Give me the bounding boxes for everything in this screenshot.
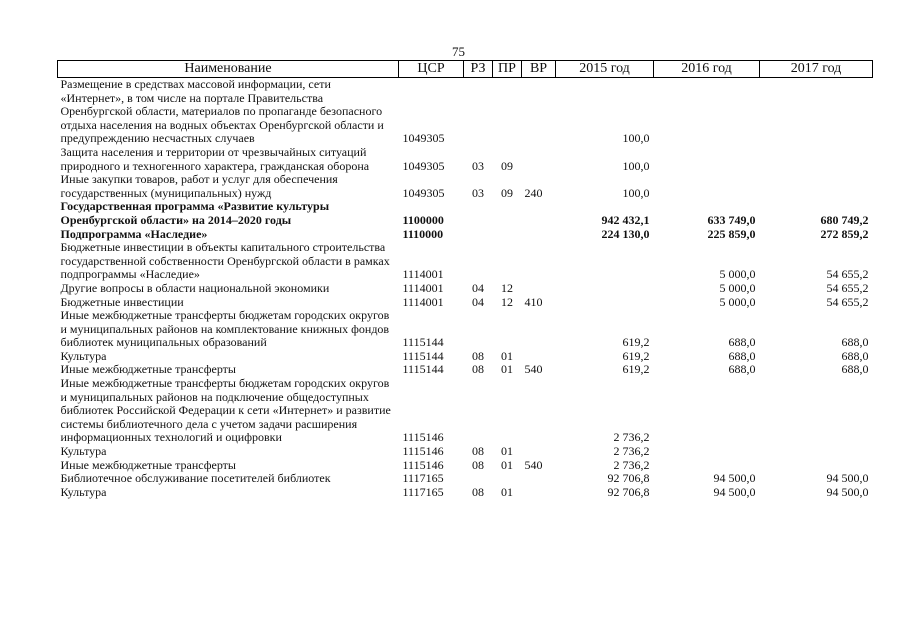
cell-2015: 100,0 — [622, 158, 650, 173]
cell-vr — [522, 241, 556, 282]
cell-pr — [493, 472, 522, 486]
cell-vr: 540 — [524, 362, 543, 377]
cell-2016 — [654, 445, 760, 459]
cell-name: Государственная программа «Развитие культуры Оренбургской области» на 2014–2020 годы — [60, 199, 330, 227]
table-row — [58, 486, 873, 500]
table-row — [58, 445, 873, 459]
table-row — [58, 363, 873, 377]
cell-pr: 01 — [501, 362, 513, 377]
cell-name: Размещение в средствах массовой информации, сети «Интернет», в том числе на портале Правительства Оренбургской области, материалов по пропаганде безопасного отдыха населения на водных объектах Оренбургской области и предупреждению несчастных случаев — [60, 77, 384, 146]
cell-name: Подпрограмма «Наследие» — [60, 226, 208, 241]
cell-rz — [464, 472, 493, 486]
cell-2016 — [654, 173, 760, 200]
cell-pr: 09 — [501, 185, 513, 200]
cell-name: Иные межбюджетные трансферты бюджетам городских округов и муниципальных районов на комплектование книжных фондов библиотек муниципальных образований — [60, 308, 390, 350]
cell-name: Культура — [60, 444, 107, 459]
cell-2016: 94 500,0 — [713, 471, 756, 486]
cell-rz: 08 — [472, 457, 484, 472]
cell-csr: 1049305 — [402, 158, 445, 173]
header-vr: ВР — [522, 61, 556, 78]
cell-pr — [493, 78, 522, 146]
cell-2015 — [556, 296, 654, 310]
cell-vr — [522, 486, 556, 500]
cell-vr — [522, 472, 556, 486]
cell-name: Иные межбюджетные трансферты бюджетам городских округов и муниципальных районов на подключение общедоступных библиотек Российской Федерации к сети «Интернет» и развитие системы библиотечного дела с учетом задачи расширения информационных технологий и оцифровки — [60, 376, 391, 445]
cell-2016: 5 000,0 — [719, 294, 756, 309]
cell-csr: 1110000 — [402, 226, 444, 241]
table-row — [58, 241, 873, 282]
cell-vr — [522, 228, 556, 242]
cell-2016 — [654, 377, 760, 445]
table-row — [58, 459, 873, 473]
cell-2015: 92 706,8 — [607, 484, 650, 499]
cell-2017: 680 749,2 — [820, 212, 869, 227]
table-body — [58, 78, 873, 500]
cell-2016: 5 000,0 — [719, 267, 756, 282]
cell-vr — [522, 350, 556, 364]
cell-name: Защита населения и территории от чрезвычайных ситуаций природного и техногенного характера, гражданская оборона — [60, 144, 370, 173]
table-row — [58, 228, 873, 242]
cell-2015: 942 432,1 — [601, 212, 650, 227]
cell-pr: 01 — [501, 444, 513, 459]
cell-2017: 94 500,0 — [826, 471, 869, 486]
cell-rz: 03 — [472, 158, 484, 173]
cell-csr: 1115146 — [402, 444, 444, 459]
cell-vr: 410 — [524, 294, 543, 309]
cell-name: Бюджетные инвестиции — [60, 294, 184, 309]
cell-pr — [493, 200, 522, 227]
cell-vr: 240 — [524, 185, 543, 200]
cell-vr — [522, 282, 556, 296]
cell-name: Библиотечное обслуживание посетителей библиотек — [60, 471, 331, 486]
cell-csr: 1117165 — [402, 471, 444, 486]
cell-pr — [493, 228, 522, 242]
cell-2017 — [760, 78, 873, 146]
cell-name: Другие вопросы в области национальной экономики — [60, 280, 330, 295]
cell-rz: 08 — [472, 362, 484, 377]
table-header-row — [58, 61, 873, 78]
cell-2017: 688,0 — [841, 362, 869, 377]
cell-rz — [464, 78, 493, 146]
cell-csr: 1115146 — [402, 430, 444, 445]
cell-2016: 5 000,0 — [719, 280, 756, 295]
cell-2017: 54 655,2 — [826, 280, 869, 295]
cell-csr: 1117165 — [402, 484, 444, 499]
cell-pr — [493, 241, 522, 282]
cell-2015: 619,2 — [622, 348, 650, 363]
header-2015: 2015 год — [556, 61, 654, 78]
cell-rz — [464, 241, 493, 282]
table-row — [58, 146, 873, 173]
cell-2016 — [654, 146, 760, 173]
cell-csr: 1049305 — [402, 131, 445, 146]
cell-name: Иные межбюджетные трансферты — [60, 362, 236, 377]
cell-csr: 1115144 — [402, 348, 444, 363]
header-2016: 2016 год — [654, 61, 760, 78]
cell-name: Культура — [60, 348, 107, 363]
page-number: 75 — [452, 44, 465, 59]
cell-rz: 08 — [472, 444, 484, 459]
cell-rz — [464, 377, 493, 445]
cell-2016: 633 749,0 — [707, 212, 756, 227]
cell-name: Иные закупки товаров, работ и услуг для обеспечения государственных (муниципальных) нужд — [60, 172, 338, 200]
cell-name: Культура — [60, 484, 107, 499]
cell-vr — [522, 78, 556, 146]
header-name: Наименование — [58, 61, 399, 78]
table-row — [58, 282, 873, 296]
cell-vr — [522, 377, 556, 445]
cell-csr: 1115144 — [402, 362, 444, 377]
cell-2017: 688,0 — [841, 348, 869, 363]
cell-2017: 54 655,2 — [826, 294, 869, 309]
cell-2015: 100,0 — [622, 131, 650, 146]
cell-2016 — [654, 459, 760, 473]
cell-pr: 12 — [501, 294, 513, 309]
cell-2017 — [760, 459, 873, 473]
table-row — [58, 309, 873, 350]
cell-name: Бюджетные инвестиции в объекты капитального строительства государственной собственности Оренбургской области в рамках подпрограммы «Наследие» — [60, 240, 390, 282]
header-2017: 2017 год — [760, 61, 873, 78]
cell-2017: 54 655,2 — [826, 267, 869, 282]
table-row — [58, 472, 873, 486]
cell-2017 — [760, 173, 873, 200]
cell-2016: 688,0 — [728, 348, 756, 363]
cell-2015: 100,0 — [622, 185, 650, 200]
cell-2015: 92 706,8 — [607, 471, 650, 486]
cell-pr: 09 — [501, 158, 513, 173]
cell-pr: 01 — [501, 457, 513, 472]
cell-rz: 08 — [472, 348, 484, 363]
cell-csr: 1115144 — [402, 335, 444, 350]
cell-2017 — [760, 445, 873, 459]
cell-2015 — [556, 241, 654, 282]
cell-2016: 688,0 — [728, 362, 756, 377]
cell-pr — [493, 309, 522, 350]
cell-vr — [522, 445, 556, 459]
cell-csr: 1049305 — [402, 185, 445, 200]
cell-csr: 1114001 — [402, 267, 444, 282]
cell-2016: 688,0 — [728, 335, 756, 350]
table-row — [58, 377, 873, 445]
cell-2015: 2 736,2 — [613, 430, 650, 445]
cell-2015: 2 736,2 — [613, 444, 650, 459]
cell-csr: 1115146 — [402, 457, 444, 472]
table-row — [58, 78, 873, 146]
cell-pr — [493, 377, 522, 445]
cell-csr: 1114001 — [402, 294, 444, 309]
cell-rz: 08 — [472, 484, 484, 499]
header-pr: ПР — [493, 61, 522, 78]
header-rz: РЗ — [464, 61, 493, 78]
cell-2016: 94 500,0 — [713, 484, 756, 499]
cell-rz — [464, 309, 493, 350]
table-row — [58, 350, 873, 364]
table-row — [58, 296, 873, 310]
cell-pr: 01 — [501, 484, 513, 499]
cell-2015: 619,2 — [622, 335, 650, 350]
cell-csr: 1114001 — [402, 280, 444, 295]
cell-name: Иные межбюджетные трансферты — [60, 457, 236, 472]
cell-vr — [522, 146, 556, 173]
cell-2015 — [556, 282, 654, 296]
header-csr: ЦСР — [399, 61, 464, 78]
cell-rz: 03 — [472, 185, 484, 200]
cell-pr: 12 — [501, 280, 513, 295]
cell-2015: 224 130,0 — [601, 226, 650, 241]
cell-rz: 04 — [472, 294, 484, 309]
cell-2017 — [760, 146, 873, 173]
cell-rz — [464, 228, 493, 242]
cell-rz: 04 — [472, 280, 484, 295]
cell-2015: 2 736,2 — [613, 457, 650, 472]
cell-2017: 688,0 — [841, 335, 869, 350]
cell-2016 — [654, 78, 760, 146]
cell-csr: 1100000 — [402, 212, 444, 227]
cell-2016: 225 859,0 — [707, 226, 756, 241]
cell-2017: 272 859,2 — [820, 226, 869, 241]
cell-rz — [464, 200, 493, 227]
cell-pr: 01 — [501, 348, 513, 363]
cell-vr: 540 — [524, 457, 543, 472]
cell-2015: 619,2 — [622, 362, 650, 377]
cell-2017 — [760, 377, 873, 445]
cell-vr — [522, 200, 556, 227]
cell-vr — [522, 309, 556, 350]
table-row — [58, 173, 873, 200]
table-row — [58, 200, 873, 227]
budget-table — [57, 60, 873, 499]
cell-2017: 94 500,0 — [826, 484, 869, 499]
